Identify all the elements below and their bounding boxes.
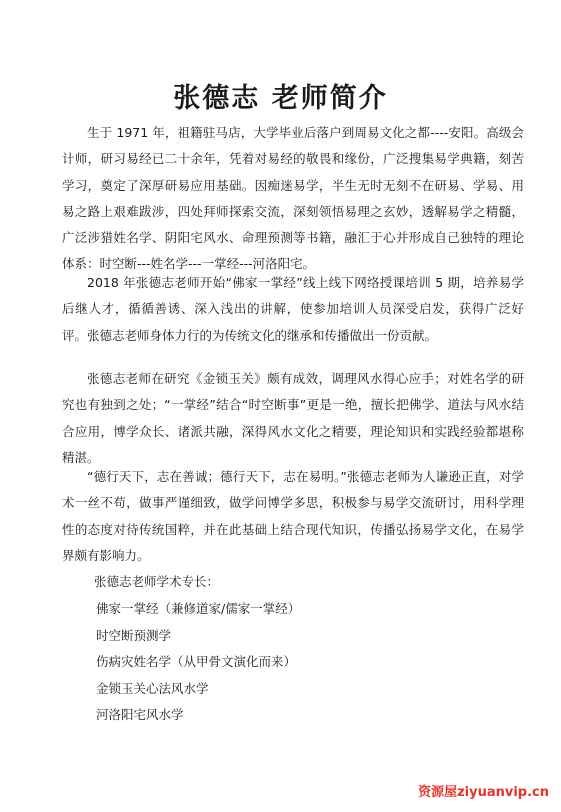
document-title: 张德志 老师简介 <box>173 83 388 114</box>
watermark-text: 资源屋ziyuanvip.cn <box>418 785 549 800</box>
paragraph-biography: 生于 1971 年，祖籍驻马店，大学毕业后落户到周易文化之都----安阳。高级会计师，研习易经已二十余年，凭着对易经的敬畏和缘份，广泛搜集易学典籍，刻苦学习，奠定了深厚研易应用基础。因痴迷易学，半生无时无刻不在研易、学易、用易之路上艰难跋涉，四处拜师探索交流，深刻领悟易理之玄妙，透解易学之精髓，广泛涉猎姓名学、阴阳宅风水、命理预测等书籍，融汇于心并形成自己独特的理论体系：时空断---姓名学---一掌经---河洛阳宅。 <box>62 125 524 272</box>
specialties-heading: 张德志老师学术专长： <box>94 574 220 589</box>
specialty-item: 河洛阳宅风水学 <box>96 707 184 722</box>
specialty-item: 伤病灾姓名学（从甲骨文演化而来） <box>96 654 297 669</box>
specialty-item: 时空断预测学 <box>96 627 172 643</box>
paragraph-character: “德行天下，志在善诚；德行天下，志在易明。”张德志老师为人谦逊正直，对学术一丝不苟，做事严谨细致，做学问博学多思，积极参与易学交流研讨，用科学理性的态度对待传统国粹，并在此基础上结合现代知识，传播弘扬易学文化，在易学界颇有影响力。 <box>62 469 524 563</box>
specialty-item: 金锁玉关心法风水学 <box>96 680 209 696</box>
specialty-item: 佛家一掌经（兼修道家/儒家一掌经） <box>96 601 301 616</box>
specialties-list <box>96 596 300 729</box>
paragraph-research: 张德志老师在研究《金锁玉关》颇有成效，调理风水得心应手；对姓名学的研究也有独到之处；“一掌经”结合“时空断事”更是一绝，擅长把佛学、道法与风水结合应用，博学众长、诸派共融，深得风水文化之精要，理论知识和实践经验都堪称精湛。 <box>62 371 524 465</box>
paragraph-training: 2018 年张德志老师开始“佛家一掌经”线上线下网络授课培训 5 期，培养易学后继人才，循循善诱、深入浅出的讲解，使参加培训人员深受启发，获得广泛好评。张德志老师身体力行的为传统文化的继承和传播做出一份贡献。 <box>62 275 524 343</box>
